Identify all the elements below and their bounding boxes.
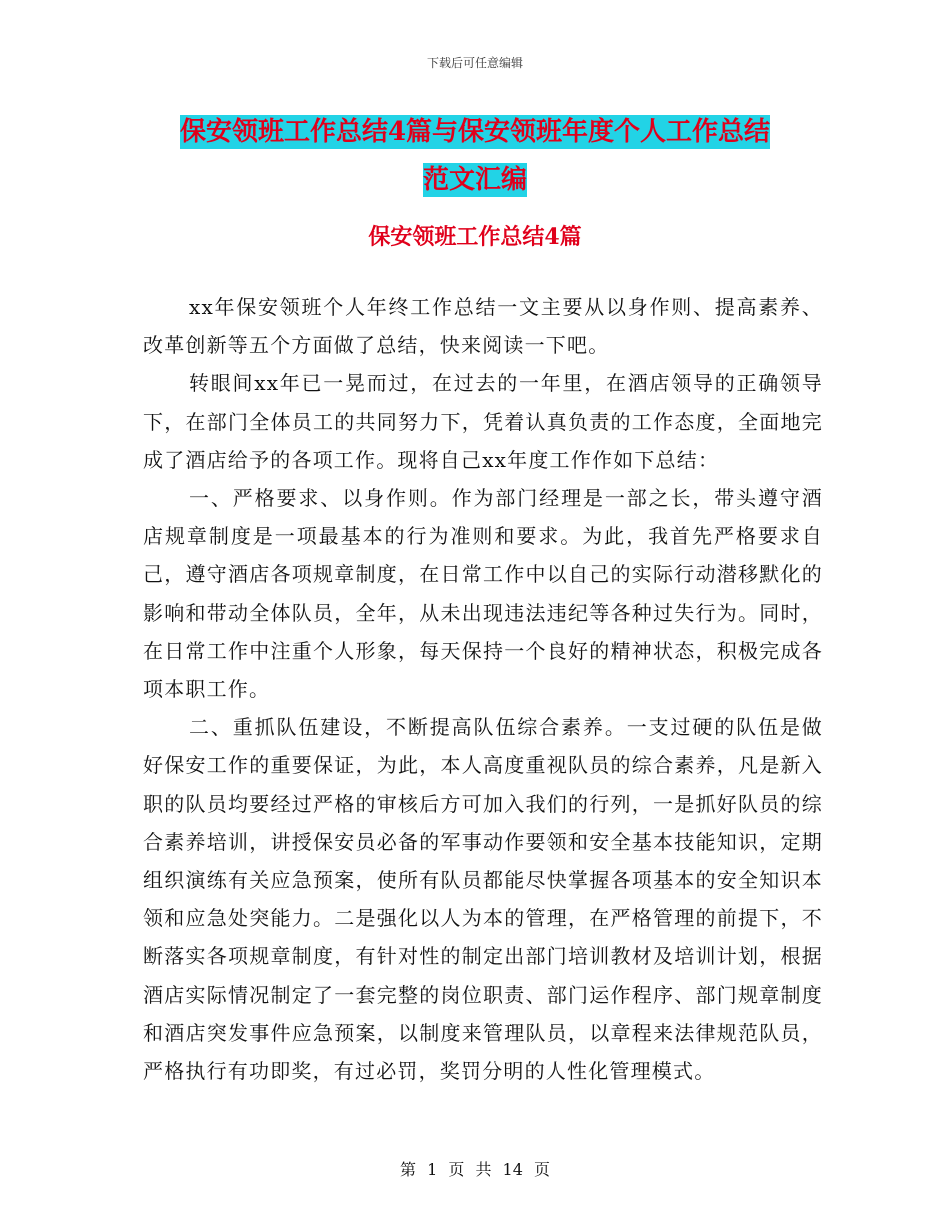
paragraph-section-1: 一、严格要求、以身作则。作为部门经理是一部之长，带头遵守酒店规章制度是一项最基本的行为准则和要求。为此，我首先严格要求自己，遵守酒店各项规章制度，在日常工作中以自己的实际行动潜移默化的影响和带动全体队员，全年，从未出现违法违纪等各种过失行为。同时，在日常工作中注重个人形象，每天保持一个良好的精神状态，积极完成各项本职工作。 — [143, 486, 823, 702]
title-line-2: 范文汇编 — [422, 165, 527, 195]
page-footer: 第 1 页 共 14 页 — [400, 1160, 550, 1179]
section-title: 保安领班工作总结4篇 — [368, 224, 582, 250]
paragraph-overview: 转眼间xx年已一晃而过，在过去的一年里，在酒店领导的正确领导下，在部门全体员工的共同努力下，凭着认真负责的工作态度，全面地完成了酒店给予的各项工作。现将自己xx年度工作作如下总结： — [143, 371, 823, 472]
paragraph-section-2: 二、重抓队伍建设，不断提高队伍综合素养。一支过硬的队伍是做好保安工作的重要保证，为此，本人高度重视队员的综合素养，凡是新入职的队员均要经过严格的审核后方可加入我们的行列，一是抓好队员的综合素养培训，讲授保安员必备的军事动作要领和安全基本技能知识，定期组织演练有关应急预案，使所有队员都能尽快掌握各项基本的安全知识本领和应急处突能力。二是强化以人为本的管理，在严格管理的前提下，不断落实各项规章制度，有针对性的制定出部门培训教材及培训计划，根据酒店实际情况制定了一套完整的岗位职责、部门运作程序、部门规章制度和酒店突发事件应急预案，以制度来管理队员，以章程来法律规范队员，严格执行有功即奖，有过必罚，奖罚分明的人性化管理模式。 — [143, 715, 823, 1084]
header-note: 下载后可任意编辑 — [426, 56, 523, 70]
document-title — [0, 108, 950, 204]
title-line-1: 保安领班工作总结4篇与保安领班年度个人工作总结 — [179, 117, 771, 147]
paragraph-intro: xx年保安领班个人年终工作总结一文主要从以身作则、提高素养、改革创新等五个方面做了总结，快来阅读一下吧。 — [143, 295, 823, 358]
document-body — [143, 288, 823, 1090]
